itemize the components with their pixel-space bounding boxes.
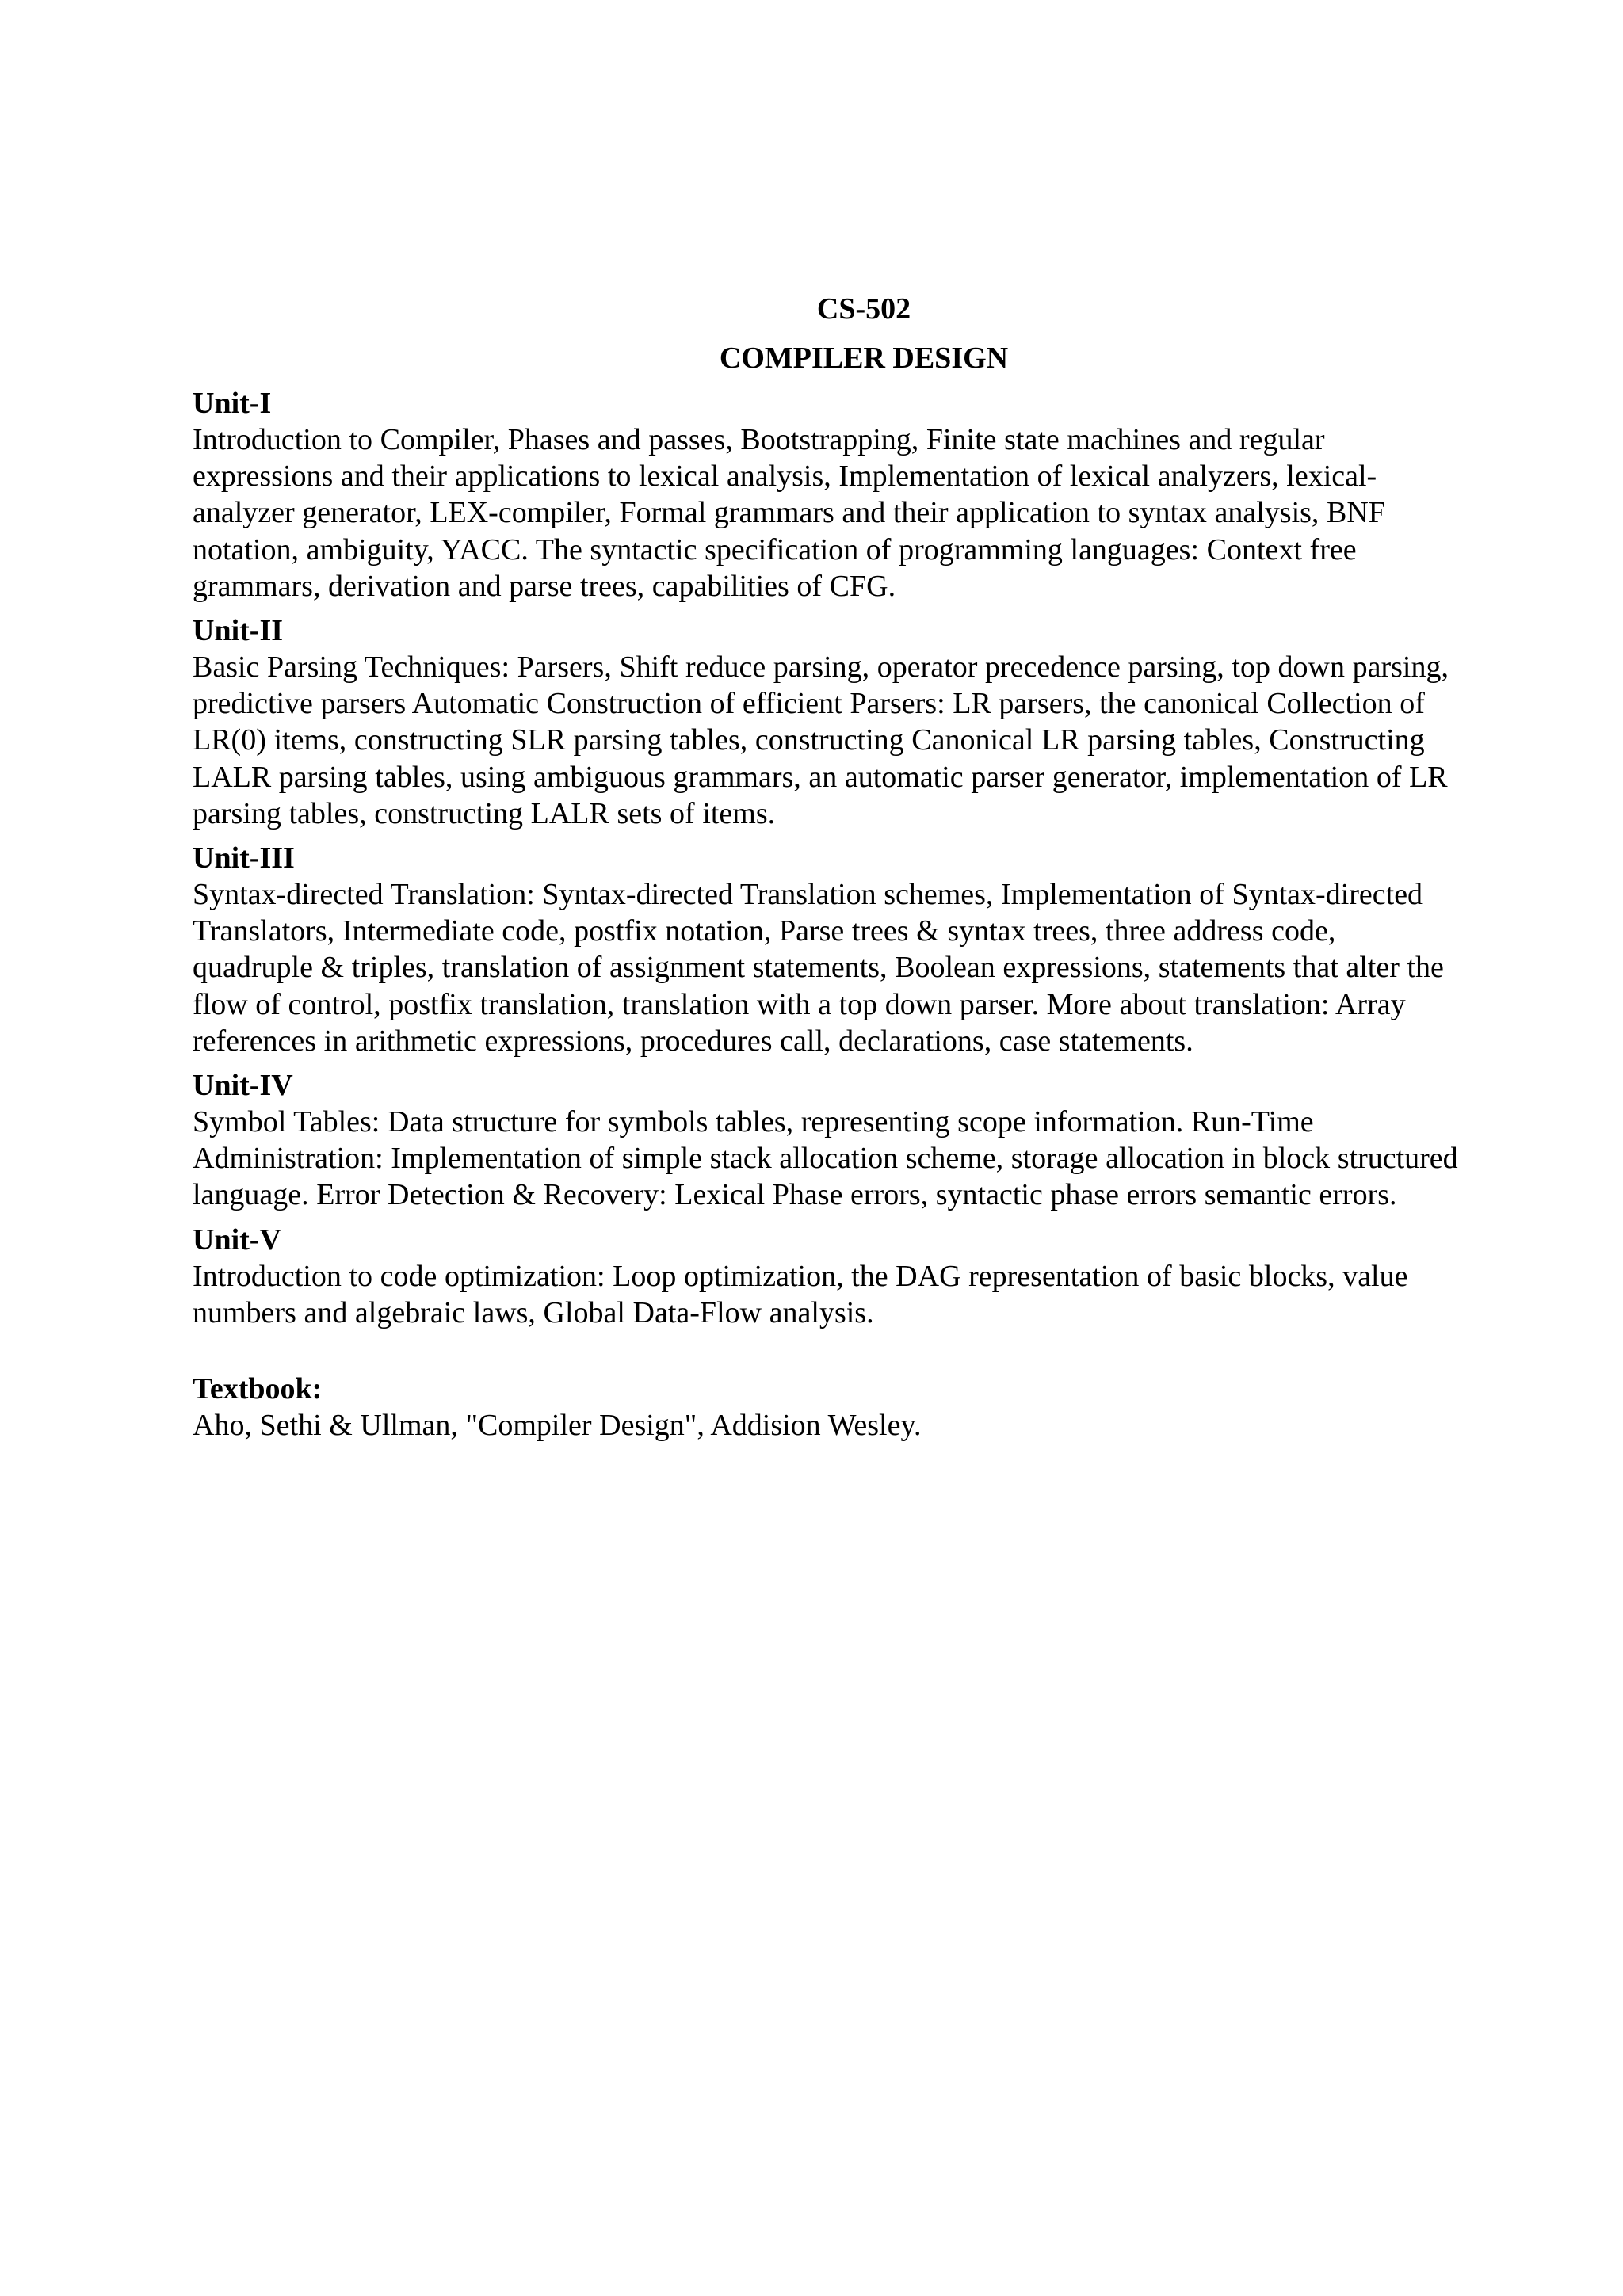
- unit-heading: Unit-IV: [193, 1069, 293, 1103]
- body-line: Introduction to code optimization: Loop optimization, the DAG representation of basic blocks, value: [193, 1259, 1408, 1293]
- body-line: Introduction to Compiler, Phases and passes, Bootstrapping, Finite state machines and regular: [193, 423, 1325, 456]
- unit-body: [193, 1104, 1556, 1214]
- body-line: Administration: Implementation of simple stack allocation scheme, storage allocation in block structured: [193, 1142, 1458, 1176]
- unit-body: [193, 1258, 1556, 1331]
- textbook-section: [193, 1371, 1556, 1444]
- body-line: language. Error Detection & Recovery: Lexical Phase errors, syntactic phase errors semantic errors.: [193, 1178, 1397, 1212]
- body-line: references in arithmetic expressions, procedures call, declarations, case statements.: [193, 1024, 1193, 1058]
- textbook-reference: Aho, Sethi & Ullman, "Compiler Design", Addision Wesley.: [193, 1409, 922, 1443]
- unit-section: [193, 612, 1556, 832]
- unit-heading: Unit-III: [193, 841, 295, 875]
- body-line: grammars, derivation and parse trees, capabilities of CFG.: [193, 569, 896, 603]
- body-line: numbers and algebraic laws, Global Data-Flow analysis.: [193, 1295, 874, 1329]
- body-line: analyzer generator, LEX-compiler, Formal grammars and their application to syntax analysis, BNF: [193, 496, 1385, 530]
- course-title: COMPILER DESIGN: [719, 341, 1009, 375]
- textbook-heading: Textbook:: [193, 1372, 323, 1406]
- course-code: CS-502: [816, 292, 911, 326]
- unit-body: [193, 876, 1556, 1059]
- body-line: quadruple & triples, translation of assignment statements, Boolean expressions, statements that alter the: [193, 951, 1444, 985]
- syllabus-content: [193, 385, 1556, 1444]
- body-line: flow of control, postfix translation, translation with a top down parser. More about translation: Array: [193, 987, 1406, 1021]
- body-line: notation, ambiguity, YACC. The syntactic specification of programming languages: Context free: [193, 532, 1357, 566]
- body-line: Syntax-directed Translation: Syntax-directed Translation schemes, Implementation of Syntax-directed: [193, 878, 1423, 912]
- body-line: Translators, Intermediate code, postfix notation, Parse trees & syntax trees, three address code,: [193, 914, 1336, 948]
- body-line: LR(0) items, constructing SLR parsing tables, constructing Canonical LR parsing tables, Constructing: [193, 723, 1425, 757]
- body-line: expressions and their applications to lexical analysis, Implementation of lexical analyzers, lexical-: [193, 460, 1377, 494]
- body-line: parsing tables, constructing LALR sets of items.: [193, 796, 776, 830]
- unit-section: [193, 385, 1556, 605]
- unit-heading: Unit-II: [193, 614, 284, 648]
- unit-section: [193, 1067, 1556, 1214]
- body-line: LALR parsing tables, using ambiguous grammars, an automatic parser generator, implementation of LR: [193, 760, 1448, 794]
- unit-body: [193, 421, 1556, 605]
- body-line: Basic Parsing Techniques: Parsers, Shift reduce parsing, operator precedence parsing, top down parsing,: [193, 650, 1449, 685]
- body-line: predictive parsers Automatic Construction of efficient Parsers: LR parsers, the canonical Collection of: [193, 687, 1425, 721]
- unit-heading: Unit-I: [193, 387, 272, 420]
- unit-heading: Unit-V: [193, 1222, 281, 1257]
- unit-section: [193, 840, 1556, 1059]
- body-line: Symbol Tables: Data structure for symbols tables, representing scope information. Run-Time: [193, 1105, 1314, 1139]
- unit-section: [193, 1222, 1556, 1331]
- unit-body: [193, 649, 1556, 832]
